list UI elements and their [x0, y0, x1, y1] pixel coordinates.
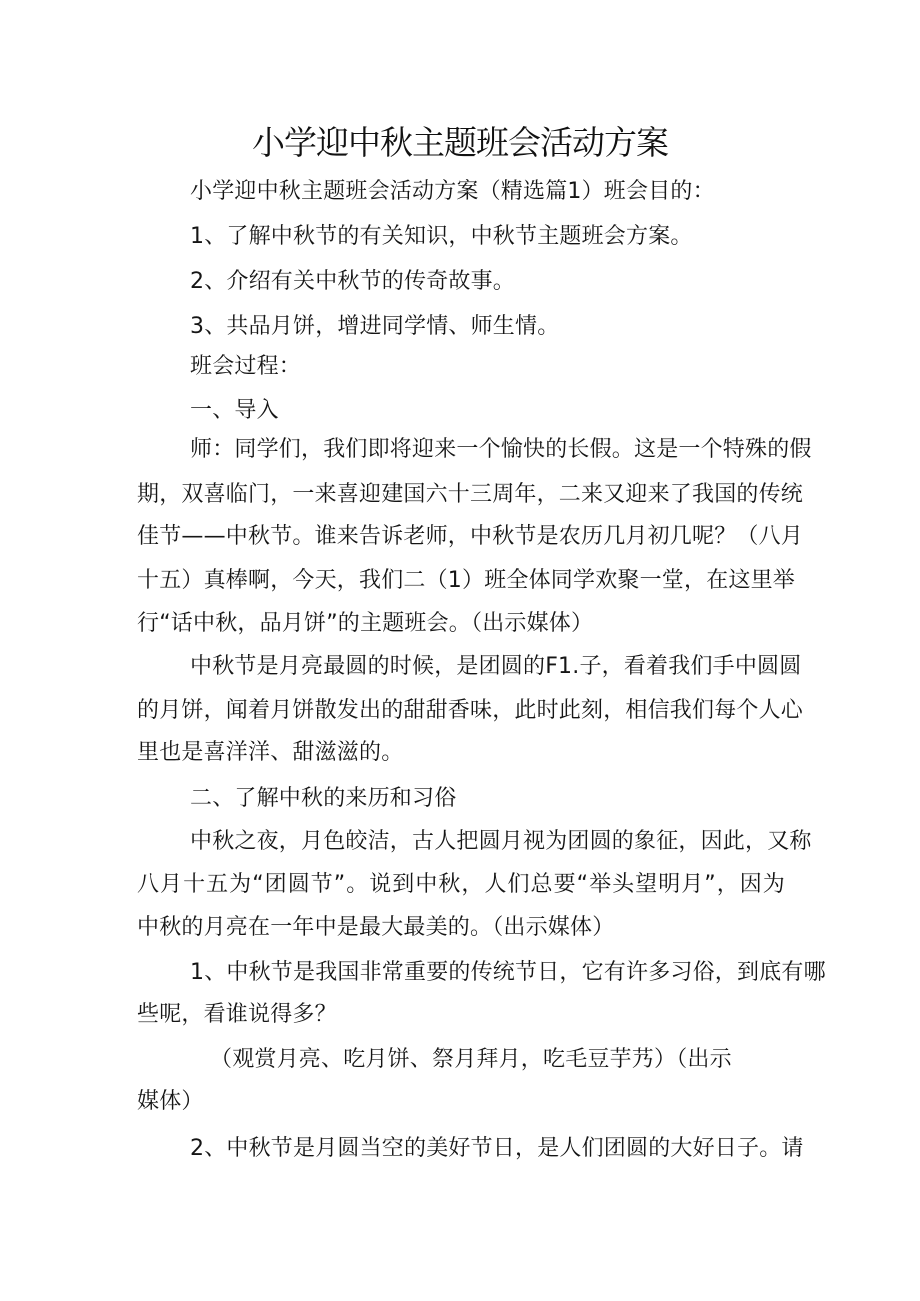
paragraph-line: 中秋节是月亮最圆的时候，是团圆的F1.子，看着我们手中圆圆	[190, 654, 802, 679]
paragraph-line-goal-3: 3、共品月饼，增进同学情、师生情。	[190, 314, 560, 339]
paragraph-line: 的月饼，闻着月饼散发出的甜甜香味，此时此刻，相信我们每个人心	[137, 698, 804, 723]
paragraph-line: 佳节——中秋节。谁来告诉老师，中秋节是农历几月初几呢？（八月	[137, 524, 804, 549]
paragraph-line: 中秋的月亮在一年中是最大最美的。（出示媒体）	[137, 915, 615, 940]
paragraph-line: 2、中秋节是月圆当空的美好节日，是人们团圆的大好日子。请	[190, 1136, 804, 1161]
paragraph-line: 里也是喜洋洋、甜滋滋的。	[137, 740, 404, 765]
paragraph-line-intro: 小学迎中秋主题班会活动方案（精选篇1）班会目的：	[190, 179, 715, 204]
paragraph-line: 十五）真棒啊，今天，我们二（1）班全体同学欢聚一堂，在这里举	[137, 568, 795, 593]
section-heading-history: 二、了解中秋的来历和习俗	[190, 786, 457, 811]
paragraph-line: （观赏月亮、吃月饼、祭月拜月，吃毛豆芋艿）（出示	[210, 1047, 732, 1072]
section-heading-intro: 一、导入	[190, 398, 279, 423]
paragraph-line: 期，双喜临门，一来喜迎建国六十三周年，二来又迎来了我国的传统	[137, 482, 804, 507]
section-label-process: 班会过程：	[190, 354, 302, 379]
paragraph-line-goal-2: 2、介绍有关中秋节的传奇故事。	[190, 269, 515, 294]
paragraph-line-goal-1: 1、了解中秋节的有关知识，中秋节主题班会方案。	[190, 224, 693, 249]
paragraph-line: 八月十五为“团圆节”。说到中秋，人们总要“举头望明月”，因为	[137, 872, 785, 897]
paragraph-line: 些呢，看谁说得多？	[137, 1002, 337, 1027]
paragraph-line: 媒体）	[137, 1089, 204, 1114]
paragraph-line: 师：同学们，我们即将迎来一个愉快的长假。这是一个特殊的假	[190, 437, 812, 462]
paragraph-line: 行“话中秋，品月饼”的主题班会。（出示媒体）	[137, 611, 594, 636]
document-title: 小学迎中秋主题班会活动方案	[252, 123, 668, 162]
paragraph-line: 中秋之夜，月色皎洁，古人把圆月视为团圆的象征，因此，又称	[190, 829, 812, 854]
paragraph-line: 1、中秋节是我国非常重要的传统节日，它有许多习俗，到底有哪	[190, 960, 826, 985]
